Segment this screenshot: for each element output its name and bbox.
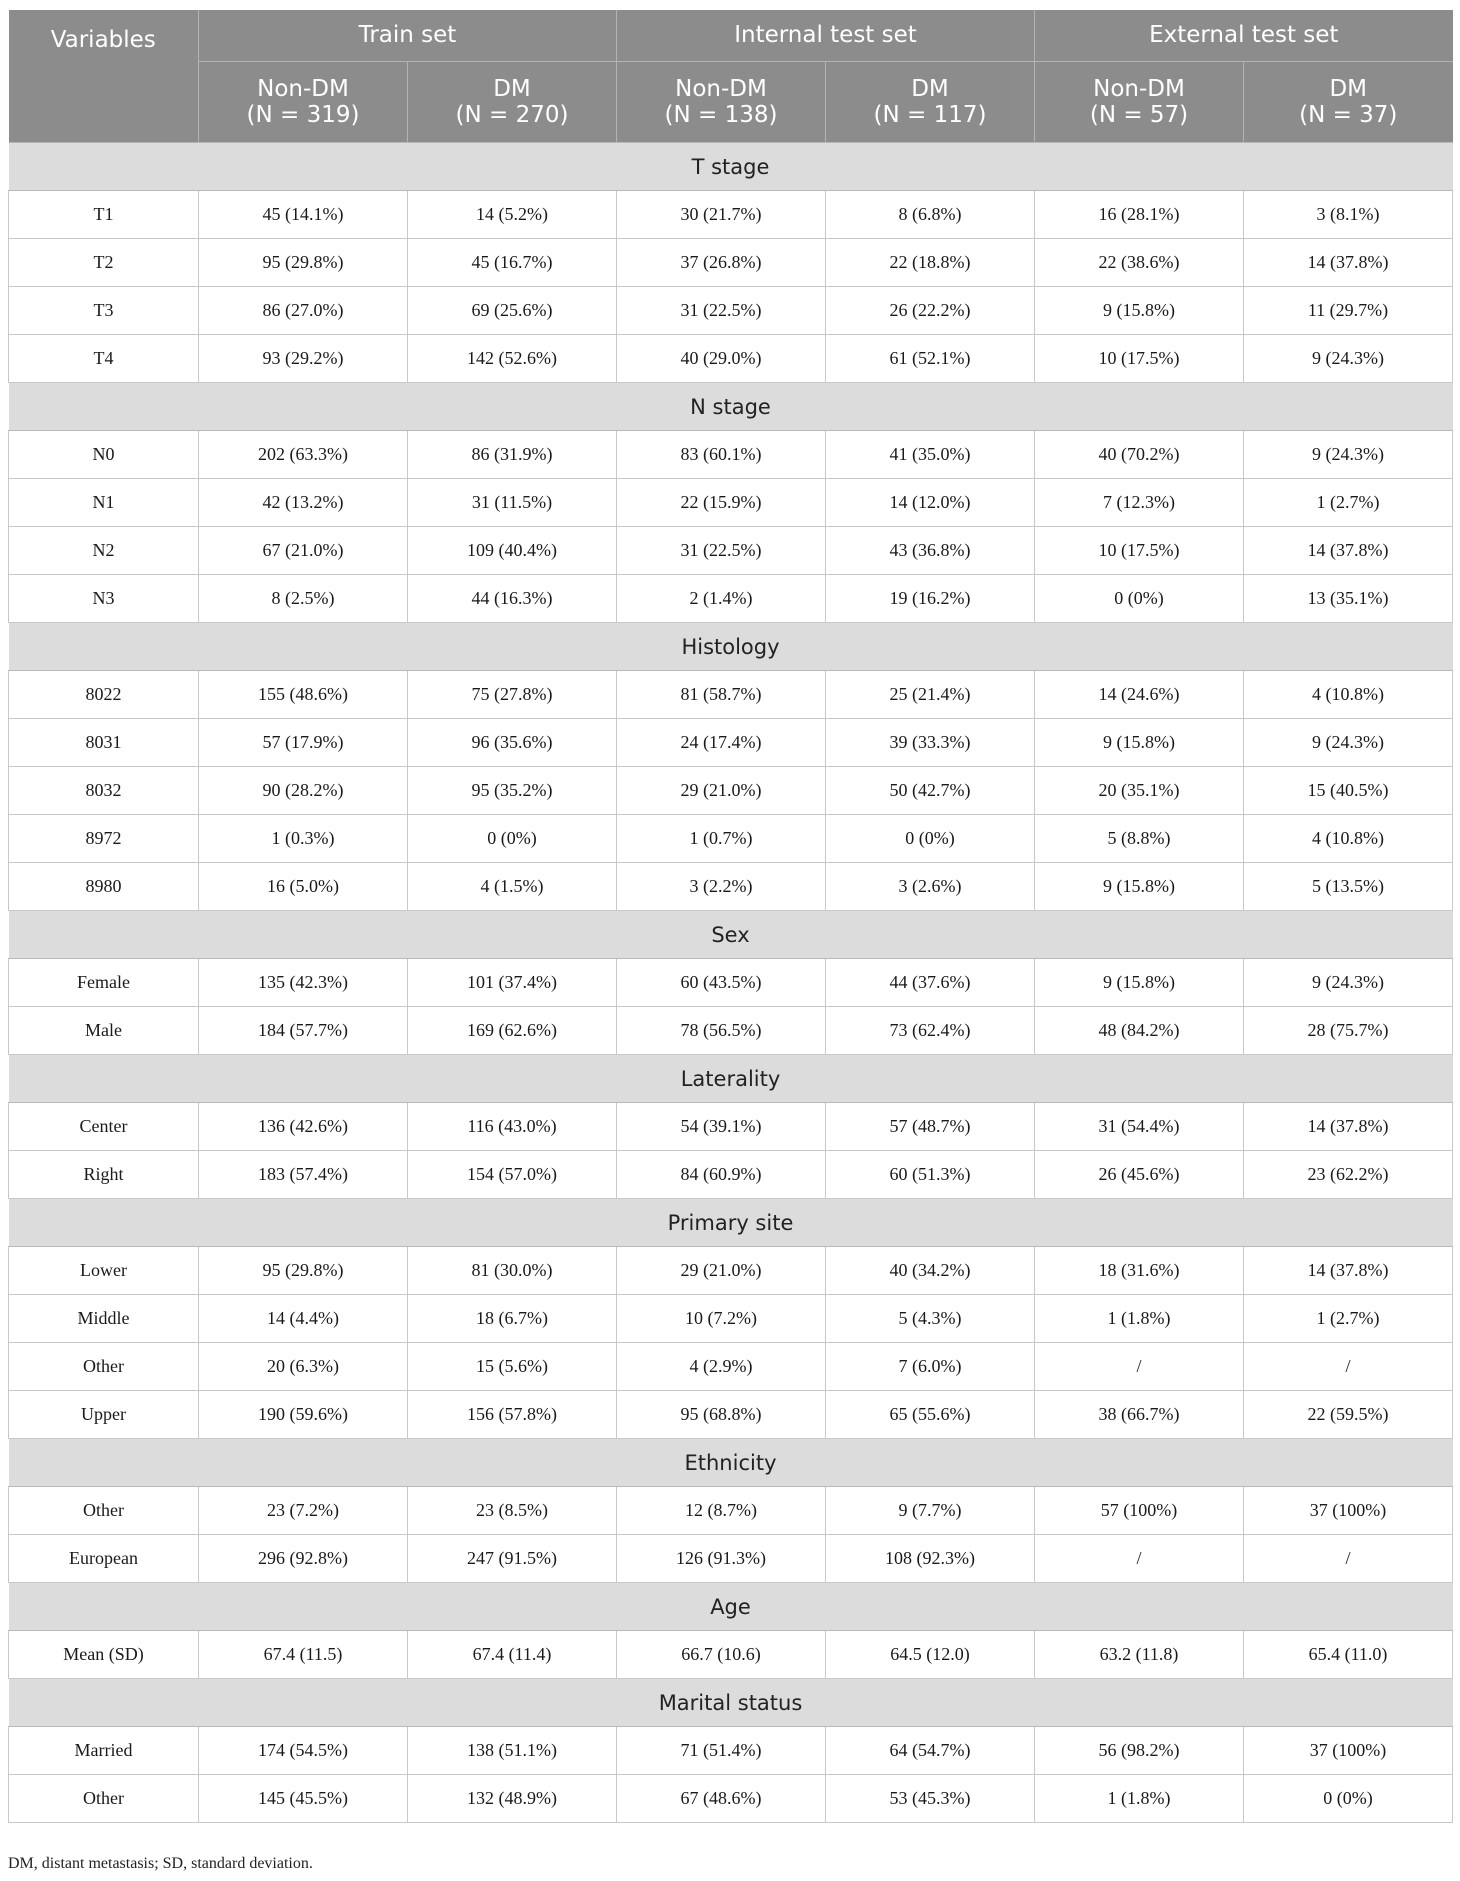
table-cell: 5 (4.3%) — [826, 1295, 1035, 1343]
table-cell: 37 (26.8%) — [617, 239, 826, 287]
row-label: 8032 — [9, 767, 199, 815]
row-label: 8022 — [9, 671, 199, 719]
subheader-label: Non-DM — [675, 75, 767, 102]
subheader-external-dm — [1244, 62, 1453, 143]
table-cell: 25 (21.4%) — [826, 671, 1035, 719]
table-row — [9, 1151, 1453, 1199]
row-label: Other — [9, 1343, 199, 1391]
table-cell: 65 (55.6%) — [826, 1391, 1035, 1439]
table-cell: 23 (7.2%) — [199, 1487, 408, 1535]
subheader-train-dm — [408, 62, 617, 143]
table-cell: 57 (48.7%) — [826, 1103, 1035, 1151]
table-cell: 0 (0%) — [408, 815, 617, 863]
section-title: Marital status — [9, 1679, 1453, 1727]
table-cell: 12 (8.7%) — [617, 1487, 826, 1535]
table-row — [9, 239, 1453, 287]
section-row — [9, 623, 1453, 671]
table-cell: 9 (15.8%) — [1035, 287, 1244, 335]
subheader-internal-non-dm — [617, 62, 826, 143]
table-cell: 26 (22.2%) — [826, 287, 1035, 335]
row-label: European — [9, 1535, 199, 1583]
table-cell: 28 (75.7%) — [1244, 1007, 1453, 1055]
group-header-internal-test: Internal test set — [617, 10, 1035, 62]
section-title: Histology — [9, 623, 1453, 671]
table-cell: 183 (57.4%) — [199, 1151, 408, 1199]
table-cell: 56 (98.2%) — [1035, 1727, 1244, 1775]
subheader-internal-dm — [826, 62, 1035, 143]
subheader-count: (N = 319) — [246, 102, 360, 128]
table-cell: 5 (13.5%) — [1244, 863, 1453, 911]
row-label: Lower — [9, 1247, 199, 1295]
table-cell: 108 (92.3%) — [826, 1535, 1035, 1583]
table-cell: 67 (21.0%) — [199, 527, 408, 575]
table-cell: 45 (14.1%) — [199, 191, 408, 239]
table-cell: 29 (21.0%) — [617, 767, 826, 815]
section-row — [9, 1199, 1453, 1247]
table-cell: 23 (8.5%) — [408, 1487, 617, 1535]
table-container — [8, 10, 1453, 1823]
table-cell: 65.4 (11.0) — [1244, 1631, 1453, 1679]
table-cell: 40 (70.2%) — [1035, 431, 1244, 479]
table-cell: 22 (15.9%) — [617, 479, 826, 527]
group-header-train: Train set — [199, 10, 617, 62]
table-cell: 81 (58.7%) — [617, 671, 826, 719]
table-cell: 14 (4.4%) — [199, 1295, 408, 1343]
section-row — [9, 1679, 1453, 1727]
subheader-label: DM — [493, 75, 531, 102]
table-cell: 1 (0.7%) — [617, 815, 826, 863]
subgroup-header-row — [9, 62, 1453, 143]
table-cell: / — [1244, 1535, 1453, 1583]
table-cell: 5 (8.8%) — [1035, 815, 1244, 863]
table-cell: 4 (1.5%) — [408, 863, 617, 911]
table-cell: 156 (57.8%) — [408, 1391, 617, 1439]
table-cell: 64.5 (12.0) — [826, 1631, 1035, 1679]
table-cell: 169 (62.6%) — [408, 1007, 617, 1055]
table-cell: 14 (37.8%) — [1244, 239, 1453, 287]
row-label: Middle — [9, 1295, 199, 1343]
table-cell: 16 (5.0%) — [199, 863, 408, 911]
table-cell: 29 (21.0%) — [617, 1247, 826, 1295]
table-cell: 135 (42.3%) — [199, 959, 408, 1007]
table-row — [9, 767, 1453, 815]
table-cell: 8 (2.5%) — [199, 575, 408, 623]
table-cell: 138 (51.1%) — [408, 1727, 617, 1775]
table-cell: 116 (43.0%) — [408, 1103, 617, 1151]
table-cell: 43 (36.8%) — [826, 527, 1035, 575]
table-cell: 41 (35.0%) — [826, 431, 1035, 479]
table-cell: 18 (6.7%) — [408, 1295, 617, 1343]
table-cell: 109 (40.4%) — [408, 527, 617, 575]
table-cell: 75 (27.8%) — [408, 671, 617, 719]
table-cell: 96 (35.6%) — [408, 719, 617, 767]
subheader-count: (N = 57) — [1089, 102, 1189, 128]
table-cell: 7 (6.0%) — [826, 1343, 1035, 1391]
table-cell: 4 (10.8%) — [1244, 815, 1453, 863]
section-title: Laterality — [9, 1055, 1453, 1103]
table-cell: 95 (29.8%) — [199, 1247, 408, 1295]
table-cell: 26 (45.6%) — [1035, 1151, 1244, 1199]
table-cell: 45 (16.7%) — [408, 239, 617, 287]
table-cell: 9 (24.3%) — [1244, 959, 1453, 1007]
table-row — [9, 671, 1453, 719]
table-cell: 54 (39.1%) — [617, 1103, 826, 1151]
table-cell: 40 (29.0%) — [617, 335, 826, 383]
row-label: Center — [9, 1103, 199, 1151]
table-cell: 20 (35.1%) — [1035, 767, 1244, 815]
subheader-train-non-dm — [199, 62, 408, 143]
section-row — [9, 911, 1453, 959]
table-cell: 7 (12.3%) — [1035, 479, 1244, 527]
table-cell: 90 (28.2%) — [199, 767, 408, 815]
table-cell: 69 (25.6%) — [408, 287, 617, 335]
table-cell: 3 (8.1%) — [1244, 191, 1453, 239]
table-cell: 19 (16.2%) — [826, 575, 1035, 623]
table-cell: 84 (60.9%) — [617, 1151, 826, 1199]
table-cell: 154 (57.0%) — [408, 1151, 617, 1199]
table-cell: 30 (21.7%) — [617, 191, 826, 239]
table-cell: 48 (84.2%) — [1035, 1007, 1244, 1055]
table-row — [9, 719, 1453, 767]
table-cell: 40 (34.2%) — [826, 1247, 1035, 1295]
table-cell: 136 (42.6%) — [199, 1103, 408, 1151]
table-cell: 53 (45.3%) — [826, 1775, 1035, 1823]
table-cell: 86 (27.0%) — [199, 287, 408, 335]
characteristics-table — [8, 10, 1453, 1823]
table-cell: 63.2 (11.8) — [1035, 1631, 1244, 1679]
table-cell: 44 (16.3%) — [408, 575, 617, 623]
table-cell: 14 (37.8%) — [1244, 1247, 1453, 1295]
table-cell: 2 (1.4%) — [617, 575, 826, 623]
subheader-label: Non-DM — [1093, 75, 1185, 102]
section-title: T stage — [9, 143, 1453, 191]
table-cell: 95 (68.8%) — [617, 1391, 826, 1439]
table-cell: 50 (42.7%) — [826, 767, 1035, 815]
variables-header: Variables — [9, 10, 199, 143]
table-cell: 202 (63.3%) — [199, 431, 408, 479]
table-cell: 20 (6.3%) — [199, 1343, 408, 1391]
table-cell: 142 (52.6%) — [408, 335, 617, 383]
table-cell: 1 (0.3%) — [199, 815, 408, 863]
table-cell: 14 (5.2%) — [408, 191, 617, 239]
subheader-count: (N = 37) — [1299, 102, 1398, 128]
table-cell: 145 (45.5%) — [199, 1775, 408, 1823]
table-cell: 1 (1.8%) — [1035, 1775, 1244, 1823]
row-label: N2 — [9, 527, 199, 575]
subheader-count: (N = 138) — [664, 102, 778, 128]
row-label: Male — [9, 1007, 199, 1055]
table-cell: 31 (22.5%) — [617, 527, 826, 575]
row-label: T2 — [9, 239, 199, 287]
row-label: 8972 — [9, 815, 199, 863]
table-cell: 95 (35.2%) — [408, 767, 617, 815]
section-row — [9, 383, 1453, 431]
table-cell: 71 (51.4%) — [617, 1727, 826, 1775]
row-label: 8980 — [9, 863, 199, 911]
table-row — [9, 1487, 1453, 1535]
table-cell: 14 (37.8%) — [1244, 1103, 1453, 1151]
table-row — [9, 959, 1453, 1007]
table-row — [9, 335, 1453, 383]
table-cell: 31 (11.5%) — [408, 479, 617, 527]
table-cell: 15 (5.6%) — [408, 1343, 617, 1391]
table-body — [9, 143, 1453, 1823]
table-cell: 3 (2.2%) — [617, 863, 826, 911]
table-cell: 126 (91.3%) — [617, 1535, 826, 1583]
table-cell: 38 (66.7%) — [1035, 1391, 1244, 1439]
table-cell: 8 (6.8%) — [826, 191, 1035, 239]
table-row — [9, 1007, 1453, 1055]
table-cell: 4 (10.8%) — [1244, 671, 1453, 719]
table-cell: 15 (40.5%) — [1244, 767, 1453, 815]
table-cell: 9 (15.8%) — [1035, 959, 1244, 1007]
table-cell: / — [1035, 1535, 1244, 1583]
group-header-external-test: External test set — [1035, 10, 1453, 62]
table-cell: 93 (29.2%) — [199, 335, 408, 383]
table-cell: 155 (48.6%) — [199, 671, 408, 719]
section-row — [9, 143, 1453, 191]
table-cell: 0 (0%) — [1244, 1775, 1453, 1823]
table-row — [9, 1391, 1453, 1439]
row-label: T3 — [9, 287, 199, 335]
row-label: N3 — [9, 575, 199, 623]
row-label: Other — [9, 1775, 199, 1823]
table-cell: 16 (28.1%) — [1035, 191, 1244, 239]
table-cell: 67 (48.6%) — [617, 1775, 826, 1823]
table-cell: 60 (43.5%) — [617, 959, 826, 1007]
table-cell: 9 (7.7%) — [826, 1487, 1035, 1535]
table-cell: 37 (100%) — [1244, 1727, 1453, 1775]
table-row — [9, 1631, 1453, 1679]
subheader-count: (N = 117) — [873, 102, 987, 128]
table-row — [9, 1727, 1453, 1775]
table-cell: 14 (37.8%) — [1244, 527, 1453, 575]
table-cell: 9 (15.8%) — [1035, 863, 1244, 911]
section-row — [9, 1055, 1453, 1103]
table-row — [9, 431, 1453, 479]
table-cell: 73 (62.4%) — [826, 1007, 1035, 1055]
table-cell: 1 (1.8%) — [1035, 1295, 1244, 1343]
table-cell: 31 (54.4%) — [1035, 1103, 1244, 1151]
table-row — [9, 1247, 1453, 1295]
table-row — [9, 575, 1453, 623]
table-cell: 81 (30.0%) — [408, 1247, 617, 1295]
table-cell: / — [1244, 1343, 1453, 1391]
group-header-row — [9, 10, 1453, 62]
table-cell: 0 (0%) — [1035, 575, 1244, 623]
table-cell: 3 (2.6%) — [826, 863, 1035, 911]
table-cell: 24 (17.4%) — [617, 719, 826, 767]
table-cell: 67.4 (11.5) — [199, 1631, 408, 1679]
subheader-count: (N = 270) — [455, 102, 569, 128]
table-cell: 9 (24.3%) — [1244, 431, 1453, 479]
table-cell: 296 (92.8%) — [199, 1535, 408, 1583]
row-label: T4 — [9, 335, 199, 383]
table-cell: 66.7 (10.6) — [617, 1631, 826, 1679]
table-row — [9, 1775, 1453, 1823]
table-cell: 83 (60.1%) — [617, 431, 826, 479]
table-row — [9, 1295, 1453, 1343]
table-cell: 101 (37.4%) — [408, 959, 617, 1007]
table-cell: 86 (31.9%) — [408, 431, 617, 479]
table-cell: 37 (100%) — [1244, 1487, 1453, 1535]
table-cell: 39 (33.3%) — [826, 719, 1035, 767]
table-cell: 18 (31.6%) — [1035, 1247, 1244, 1295]
table-cell: 1 (2.7%) — [1244, 479, 1453, 527]
row-label: Female — [9, 959, 199, 1007]
table-cell: 22 (59.5%) — [1244, 1391, 1453, 1439]
table-cell: 78 (56.5%) — [617, 1007, 826, 1055]
table-cell: 14 (12.0%) — [826, 479, 1035, 527]
section-title: Sex — [9, 911, 1453, 959]
table-cell: 95 (29.8%) — [199, 239, 408, 287]
table-cell: 11 (29.7%) — [1244, 287, 1453, 335]
row-label: Upper — [9, 1391, 199, 1439]
table-cell: 22 (18.8%) — [826, 239, 1035, 287]
table-cell: 64 (54.7%) — [826, 1727, 1035, 1775]
table-row — [9, 1343, 1453, 1391]
table-cell: 67.4 (11.4) — [408, 1631, 617, 1679]
subheader-label: Non-DM — [257, 75, 349, 102]
table-cell: 23 (62.2%) — [1244, 1151, 1453, 1199]
section-title: Primary site — [9, 1199, 1453, 1247]
table-cell: 247 (91.5%) — [408, 1535, 617, 1583]
table-cell: 13 (35.1%) — [1244, 575, 1453, 623]
row-label: 8031 — [9, 719, 199, 767]
section-title: Ethnicity — [9, 1439, 1453, 1487]
table-cell: 57 (17.9%) — [199, 719, 408, 767]
table-row — [9, 479, 1453, 527]
table-cell: 42 (13.2%) — [199, 479, 408, 527]
table-cell: 57 (100%) — [1035, 1487, 1244, 1535]
table-cell: 10 (17.5%) — [1035, 527, 1244, 575]
subheader-label: DM — [1329, 75, 1368, 102]
table-cell: / — [1035, 1343, 1244, 1391]
table-cell: 132 (48.9%) — [408, 1775, 617, 1823]
row-label: Mean (SD) — [9, 1631, 199, 1679]
table-cell: 60 (51.3%) — [826, 1151, 1035, 1199]
table-cell: 10 (7.2%) — [617, 1295, 826, 1343]
table-cell: 14 (24.6%) — [1035, 671, 1244, 719]
table-cell: 190 (59.6%) — [199, 1391, 408, 1439]
subheader-label: DM — [911, 75, 949, 102]
table-cell: 4 (2.9%) — [617, 1343, 826, 1391]
table-cell: 1 (2.7%) — [1244, 1295, 1453, 1343]
table-cell: 9 (24.3%) — [1244, 719, 1453, 767]
section-title: Age — [9, 1583, 1453, 1631]
table-cell: 9 (24.3%) — [1244, 335, 1453, 383]
table-row — [9, 527, 1453, 575]
section-title: N stage — [9, 383, 1453, 431]
table-cell: 61 (52.1%) — [826, 335, 1035, 383]
table-cell: 174 (54.5%) — [199, 1727, 408, 1775]
table-cell: 31 (22.5%) — [617, 287, 826, 335]
subheader-external-non-dm — [1035, 62, 1244, 143]
section-row — [9, 1583, 1453, 1631]
row-label: Other — [9, 1487, 199, 1535]
row-label: Married — [9, 1727, 199, 1775]
table-row — [9, 1103, 1453, 1151]
table-cell: 22 (38.6%) — [1035, 239, 1244, 287]
table-row — [9, 815, 1453, 863]
table-cell: 184 (57.7%) — [199, 1007, 408, 1055]
row-label: Right — [9, 1151, 199, 1199]
table-row — [9, 1535, 1453, 1583]
table-footnote: DM, distant metastasis; SD, standard deviation. — [8, 1855, 313, 1872]
section-row — [9, 1439, 1453, 1487]
table-cell: 9 (15.8%) — [1035, 719, 1244, 767]
table-cell: 44 (37.6%) — [826, 959, 1035, 1007]
row-label: N1 — [9, 479, 199, 527]
table-row — [9, 863, 1453, 911]
table-row — [9, 191, 1453, 239]
row-label: T1 — [9, 191, 199, 239]
row-label: N0 — [9, 431, 199, 479]
table-row — [9, 287, 1453, 335]
table-cell: 0 (0%) — [826, 815, 1035, 863]
table-cell: 10 (17.5%) — [1035, 335, 1244, 383]
